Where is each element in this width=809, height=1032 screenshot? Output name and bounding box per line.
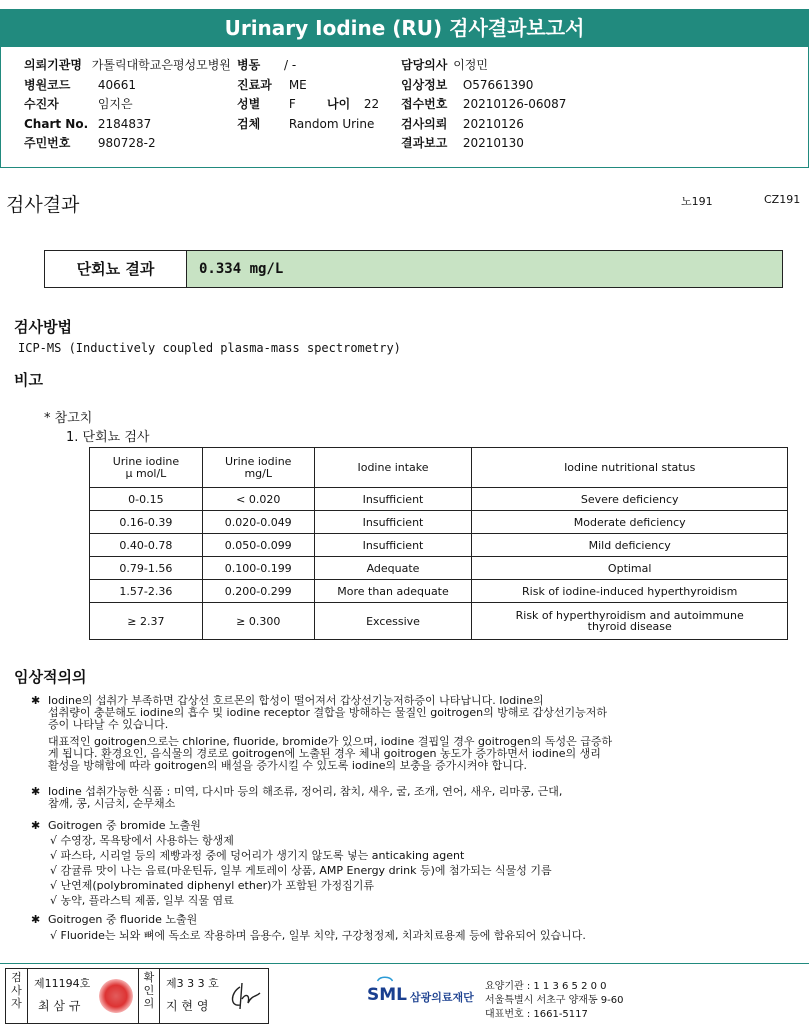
hospital-code-label: 병원코드: [24, 78, 71, 92]
table-cell: 0.020-0.049: [202, 511, 314, 534]
bromide-list: [50, 833, 552, 908]
confirm-name: 지 현 영: [166, 999, 209, 1013]
table-cell: 0.100-0.199: [202, 557, 314, 580]
table-row: [90, 488, 788, 511]
result-label: 단회뇨 결과: [45, 251, 187, 287]
inspector-name: 최 삼 규: [38, 999, 81, 1013]
receipt-row: [401, 97, 566, 111]
receipt-value: 20210126-06087: [462, 97, 567, 111]
header-status: Iodine nutritional status: [472, 448, 788, 488]
patient-value: 임지은: [97, 97, 133, 111]
chart-row: [24, 117, 151, 131]
header-mgl: [202, 448, 314, 488]
p1-line: 섭취량이 충분해도 iodine의 흡수 및 iodine receptor 결합을 방해하는 물질인 goitrogen의 방해로 갑상선기능저하: [48, 706, 607, 719]
clinical-info-row: [401, 78, 533, 92]
doctor-row: [401, 58, 488, 72]
id-row: [24, 136, 156, 150]
table-cell: Risk of hyperthyroidism and autoimmune thyroid disease: [472, 603, 788, 640]
table-cell: Excessive: [314, 603, 472, 640]
confirm-label-char: 확: [143, 971, 155, 984]
request-row: [401, 117, 524, 131]
clinical-info-label: 임상정보: [401, 78, 448, 92]
sex-value: F: [288, 97, 296, 111]
p3-title: Goitrogen 중 bromide 노출원: [48, 819, 201, 832]
table-cell: 0.200-0.299: [202, 580, 314, 603]
table-cell: 0.40-0.78: [90, 534, 203, 557]
chart-value: 2184837: [97, 117, 152, 131]
org-phone: 대표번호 : 1661-5117: [485, 1009, 588, 1020]
fluoride-item: √ Fluoride는 뇌와 뼈에 독소로 작용하며 음용수, 일부 치약, 구강청정제, 치과치료용제 등에 함유되어 있습니다.: [50, 929, 586, 942]
p1-line: Iodine의 섭취가 부족하면 갑상선 호르몬의 합성이 떨어져서 갑상선기능저하증이 나타납니다. Iodine의: [48, 694, 544, 707]
reference-table: [89, 447, 788, 640]
sex-row: [237, 97, 296, 111]
org-name: 삼광의료재단: [410, 991, 474, 1004]
clinical-paragraph-2: [20, 786, 562, 810]
ref-subtitle: 1. 단회뇨 검사: [66, 430, 150, 445]
hospital-code-value: 40661: [97, 78, 137, 92]
table-cell: 0.050-0.099: [202, 534, 314, 557]
table-cell: 0-0.15: [90, 488, 203, 511]
request-value: 20210126: [462, 117, 524, 131]
table-cell: ≥ 2.37: [90, 603, 203, 640]
doctor-value: 이정민: [453, 58, 488, 72]
result-value: 0.334 mg/L: [187, 251, 782, 287]
result-box: [44, 250, 783, 288]
list-item: √ 파스타, 시리얼 등의 제빵과정 중에 덩어리가 생기지 않도록 넣는 anticaking agent: [50, 849, 465, 862]
request-label: 검사의뢰: [401, 117, 448, 131]
inspector-label-char: 자: [11, 997, 22, 1010]
result-heading: 검사결과: [6, 194, 80, 216]
confirm-number: 제3 3 3 호: [166, 977, 219, 990]
age-label: 나이: [327, 97, 351, 111]
inspector-label: [6, 969, 28, 1023]
header-mgl-line1: Urine iodine: [225, 454, 292, 468]
clinical-paragraph-4: [20, 914, 197, 926]
ward-value: / -: [284, 58, 297, 72]
sml-logo-text: SML: [367, 985, 407, 1005]
sex-label: 성별: [237, 97, 261, 111]
confirm-label: [138, 969, 160, 1023]
age-value: 22: [363, 97, 380, 111]
p4-title: Goitrogen 중 fluoride 노출원: [48, 913, 198, 926]
bullet-icon: ✱: [31, 819, 41, 832]
table-row: [90, 603, 788, 640]
table-cell: Moderate deficiency: [472, 511, 788, 534]
seal-icon: [99, 979, 133, 1013]
table-cell: Mild deficiency: [472, 534, 788, 557]
table-cell: Risk of iodine-induced hyperthyroidism: [472, 580, 788, 603]
id-value: 980728-2: [97, 136, 156, 150]
hospital-code-row: [24, 78, 136, 92]
ward-row: [237, 58, 296, 72]
list-item: √ 수영장, 목욕탕에서 사용하는 항생제: [50, 834, 234, 847]
table-cell: Insufficient: [314, 534, 472, 557]
table-cell: Insufficient: [314, 488, 472, 511]
report-title: Urinary Iodine (RU) 검사결과보고서: [0, 9, 809, 47]
remarks-heading: 비고: [14, 371, 43, 389]
method-text: ICP-MS (Inductively coupled plasma-mass spectrometry): [18, 341, 401, 355]
table-cell: ≥ 0.300: [202, 603, 314, 640]
report-date-value: 20210130: [462, 136, 524, 150]
inspector-label-char: 검: [11, 971, 22, 984]
list-item: √ 난연제(polybrominated diphenyl ether)가 포함된 가정집기류: [50, 879, 375, 892]
table-cell: Insufficient: [314, 511, 472, 534]
specimen-label: 검체: [237, 117, 261, 131]
dept-label: 진료과: [237, 78, 272, 92]
header-umol-line2: μ mol/L: [125, 466, 167, 480]
header-intake: Iodine intake: [314, 448, 472, 488]
patient-row: [24, 97, 133, 111]
footer-divider: [0, 963, 809, 964]
table-cell: 0.16-0.39: [90, 511, 203, 534]
report-date-label: 결과보고: [401, 136, 448, 150]
chart-label: Chart No.: [24, 117, 89, 131]
header-mgl-line2: mg/L: [244, 466, 272, 480]
clinical-heading: 임상적의의: [14, 668, 87, 686]
table-cell: More than adequate: [314, 580, 472, 603]
specimen-row: [237, 117, 374, 131]
table-header-row: [90, 448, 788, 488]
bullet-icon: ✱: [31, 913, 41, 926]
inspector-label-char: 사: [11, 984, 22, 997]
age-row: [327, 97, 379, 111]
patient-label: 수진자: [24, 97, 59, 111]
clinical-paragraph-3: [20, 820, 201, 832]
table-cell: 0.79-1.56: [90, 557, 203, 580]
table-row: [90, 580, 788, 603]
signature-icon: [226, 979, 262, 1013]
clinical-info-value: O57661390: [462, 78, 534, 92]
test-code-right: CZ191: [764, 193, 801, 206]
p2-line: 참깨, 콩, 시금치, 순무채소: [48, 797, 176, 810]
table-row: [90, 511, 788, 534]
id-label: 주민번호: [24, 136, 71, 150]
confirm-label-char: 인: [143, 984, 155, 997]
bullet-icon: ✱: [31, 785, 41, 798]
list-item: √ 농약, 플라스틱 제품, 일부 직물 염료: [50, 894, 234, 907]
bullet-icon: ✱: [31, 694, 41, 707]
table-cell: 1.57-2.36: [90, 580, 203, 603]
ward-label: 병동: [237, 58, 261, 72]
receipt-label: 접수번호: [401, 97, 448, 111]
clinical-paragraph-1: [20, 695, 612, 772]
p1-line: 증이 나타날 수 있습니다.: [48, 718, 169, 731]
org-address: 서울특별시 서초구 양재동 9-60: [485, 995, 624, 1006]
method-heading: 검사방법: [14, 318, 72, 336]
table-row: [90, 557, 788, 580]
header-umol-line1: Urine iodine: [112, 454, 180, 468]
signature-box: [5, 968, 269, 1024]
table-cell: Severe deficiency: [472, 488, 788, 511]
institution-value: 가톨릭대학교은평성모병원: [91, 58, 231, 72]
table-cell: Adequate: [314, 557, 472, 580]
inspector-number: 제11194호: [34, 977, 91, 990]
report-date-row: [401, 136, 524, 150]
header-umol: [90, 448, 203, 488]
specimen-value: Random Urine: [288, 117, 375, 131]
agency-number: 요양기관 : 1 1 3 6 5 2 0 0: [485, 981, 607, 992]
p1-line: 대표적인 goitrogen으로는 chlorine, fluoride, bromide가 있으며, iodine 결핍일 경우 goitrogen의 독성은 급증하: [48, 735, 613, 748]
institution-label: 의뢰기관명: [24, 58, 82, 72]
test-code-left: 노191: [681, 195, 713, 208]
ref-title: * 참고치: [44, 411, 93, 426]
p1-line: 게 됩니다. 환경요인, 음식물의 경로로 goitrogen에 노출된 경우 체내 goitrogen 농도가 증가하면서 iodine의 생리: [48, 747, 601, 760]
doctor-label: 담당의사: [401, 58, 448, 72]
institution-row: [24, 58, 231, 72]
confirm-label-char: 의: [143, 997, 155, 1010]
table-cell: < 0.020: [202, 488, 314, 511]
p2-line: Iodine 섭취가능한 식품 : 미역, 다시마 등의 해조류, 정어리, 참치, 새우, 굴, 조개, 연어, 새우, 리마콩, 근대,: [48, 785, 563, 798]
dept-row: [237, 78, 307, 92]
table-row: [90, 534, 788, 557]
dept-value: ME: [288, 78, 307, 92]
list-item: √ 감귤류 맛이 나는 음료(마운틴듀, 일부 게토레이 상품, AMP Energy drink 등)에 첨가되는 식물성 기름: [50, 864, 552, 877]
table-cell: Optimal: [472, 557, 788, 580]
p1-line: 활성을 방해함에 따라 goitrogen의 배설을 증가시킬 수 있도록 iodine의 보충을 증가시켜야 합니다.: [48, 759, 527, 772]
